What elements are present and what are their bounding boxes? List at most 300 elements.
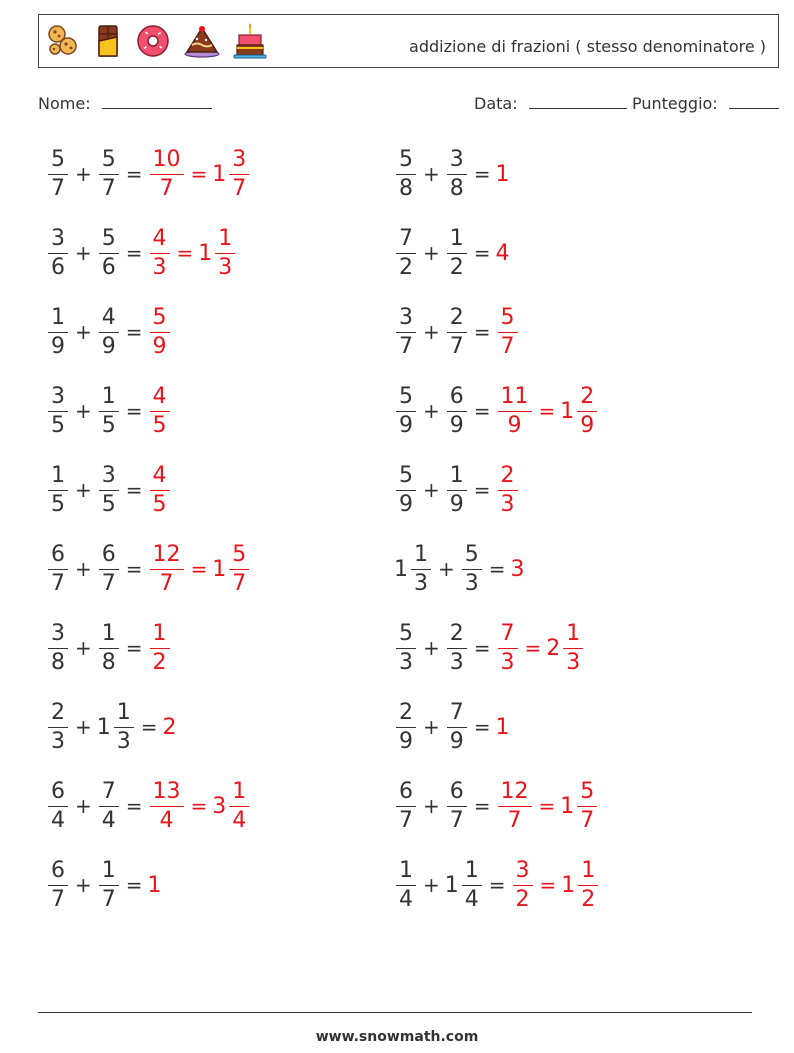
denominator: 7 <box>500 333 515 359</box>
denominator: 9 <box>101 333 116 359</box>
problem-row <box>394 379 599 443</box>
numerator: 5 <box>396 149 416 175</box>
problem-row <box>46 300 172 364</box>
problem-row <box>394 221 511 285</box>
problem-row <box>46 853 163 917</box>
fraction-term <box>394 778 418 833</box>
denominator: 3 <box>399 649 413 675</box>
fraction <box>447 620 467 675</box>
fraction <box>396 304 416 359</box>
equals-sign: = <box>125 478 143 502</box>
name-label: Nome: <box>38 94 91 113</box>
integer-value: 2 <box>162 714 177 740</box>
answer-term <box>496 383 534 438</box>
fraction <box>99 462 119 517</box>
fraction <box>150 620 170 675</box>
numerator: 6 <box>447 386 467 412</box>
plus-sign: + <box>423 794 440 818</box>
fraction <box>48 225 68 280</box>
fraction <box>229 541 249 596</box>
fraction <box>150 778 184 833</box>
fraction <box>447 304 467 359</box>
cookies-icon <box>45 23 81 59</box>
denominator: 3 <box>500 491 515 517</box>
footer-url: www.snowmath.com <box>315 1029 479 1045</box>
whole-number: 2 <box>546 635 561 661</box>
denominator: 7 <box>580 807 595 833</box>
numerator: 5 <box>150 307 170 333</box>
answer-term <box>496 620 520 675</box>
problem-row <box>394 616 585 680</box>
problem-row <box>394 458 520 522</box>
numerator: 1 <box>447 228 467 254</box>
answer-term <box>212 541 251 596</box>
fraction-term <box>460 541 484 596</box>
answer-term <box>148 462 172 517</box>
numerator: 3 <box>99 465 119 491</box>
denominator: 7 <box>449 333 464 359</box>
fraction <box>498 383 532 438</box>
score-field <box>632 94 779 113</box>
problem-row <box>394 300 520 364</box>
fraction-term <box>445 620 469 675</box>
answer-term <box>496 462 520 517</box>
problem-row <box>46 379 172 443</box>
plus-sign: + <box>75 557 92 581</box>
fraction-term <box>46 304 70 359</box>
fraction-term <box>394 225 418 280</box>
denominator: 7 <box>399 333 413 359</box>
numerator: 2 <box>447 307 467 333</box>
fraction <box>411 541 431 596</box>
fraction <box>48 462 68 517</box>
fraction <box>462 541 482 596</box>
denominator: 7 <box>51 886 65 912</box>
fraction <box>150 383 170 438</box>
fraction-term <box>394 304 418 359</box>
fraction <box>396 146 416 201</box>
whole-number: 1 <box>212 161 227 187</box>
plus-sign: + <box>75 715 92 739</box>
plus-sign: + <box>75 873 92 897</box>
equals-sign: = <box>125 636 143 660</box>
fraction-term <box>97 778 121 833</box>
denominator: 7 <box>232 175 247 201</box>
fraction-term <box>394 383 418 438</box>
answer-term <box>496 778 534 833</box>
denominator: 3 <box>464 570 479 596</box>
fraction-term <box>46 383 70 438</box>
numerator: 1 <box>229 781 249 807</box>
integer-value: 1 <box>147 872 162 898</box>
denominator: 7 <box>101 570 116 596</box>
numerator: 1 <box>99 860 119 886</box>
numerator: 3 <box>447 149 467 175</box>
denominator: 7 <box>232 570 247 596</box>
fraction-term <box>445 304 469 359</box>
numerator: 4 <box>150 228 170 254</box>
denominator: 4 <box>101 807 116 833</box>
numerator: 1 <box>114 702 134 728</box>
answer-term <box>212 146 251 201</box>
denominator: 4 <box>51 807 65 833</box>
fraction-term <box>445 462 469 517</box>
answer-term <box>561 857 600 912</box>
integer-value: 1 <box>495 161 510 187</box>
fraction <box>396 778 416 833</box>
numerator: 3 <box>48 386 68 412</box>
equals-sign: = <box>190 162 208 186</box>
plus-sign: + <box>75 162 92 186</box>
fraction-term <box>46 225 70 280</box>
denominator: 4 <box>464 886 479 912</box>
plus-sign: + <box>75 478 92 502</box>
fraction-term <box>46 699 70 754</box>
plus-sign: + <box>75 320 92 344</box>
numerator: 6 <box>48 860 68 886</box>
fraction <box>578 857 598 912</box>
denominator: 9 <box>580 412 595 438</box>
numerator: 13 <box>150 781 184 807</box>
fraction-term <box>96 699 136 754</box>
plus-sign: + <box>75 241 92 265</box>
denominator: 7 <box>101 886 116 912</box>
denominator: 8 <box>449 175 464 201</box>
plus-sign: + <box>423 478 440 502</box>
fraction <box>396 620 416 675</box>
date-blank[interactable] <box>529 94 627 109</box>
equals-sign: = <box>125 557 143 581</box>
numerator: 5 <box>229 544 249 570</box>
numerator: 1 <box>447 465 467 491</box>
equals-sign: = <box>473 162 491 186</box>
fraction <box>498 778 532 833</box>
fraction <box>99 620 119 675</box>
whole-number: 1 <box>560 398 575 424</box>
fraction-term <box>445 225 469 280</box>
equals-sign: = <box>473 715 491 739</box>
denominator: 8 <box>101 649 116 675</box>
numerator: 6 <box>99 544 119 570</box>
numerator: 3 <box>48 623 68 649</box>
fraction <box>150 304 170 359</box>
problem-row <box>394 537 526 601</box>
fraction <box>577 778 597 833</box>
numerator: 5 <box>498 307 518 333</box>
fraction <box>447 462 467 517</box>
plus-sign: + <box>438 557 455 581</box>
answer-term <box>496 241 511 266</box>
fraction-term <box>394 699 418 754</box>
numerator: 5 <box>462 544 482 570</box>
problem-row <box>46 774 251 838</box>
fraction <box>99 857 119 912</box>
equals-sign: = <box>125 873 143 897</box>
answer-term <box>148 146 186 201</box>
fraction <box>577 383 597 438</box>
worksheet-title: addizione di frazioni ( stesso denominatore ) <box>409 37 766 56</box>
cake-slice-icon <box>183 23 221 59</box>
donut-icon <box>135 23 171 59</box>
answer-term <box>496 715 511 740</box>
plus-sign: + <box>75 399 92 423</box>
equals-sign: = <box>473 794 491 818</box>
whole-number: 3 <box>212 793 227 819</box>
denominator: 7 <box>449 807 464 833</box>
denominator: 5 <box>51 412 65 438</box>
numerator: 5 <box>577 781 597 807</box>
denominator: 2 <box>515 886 530 912</box>
numerator: 4 <box>150 465 170 491</box>
plus-sign: + <box>423 241 440 265</box>
denominator: 7 <box>159 570 174 596</box>
denominator: 5 <box>101 412 116 438</box>
fraction <box>229 146 249 201</box>
answer-term <box>148 873 163 898</box>
denominator: 4 <box>399 886 413 912</box>
fraction-term <box>394 857 418 912</box>
denominator: 3 <box>500 649 515 675</box>
equals-sign: = <box>125 320 143 344</box>
fraction <box>447 383 467 438</box>
denominator: 9 <box>449 728 464 754</box>
denominator: 8 <box>51 649 65 675</box>
denominator: 6 <box>51 254 65 280</box>
chocolate-bar-icon <box>93 23 123 59</box>
whole-number: 1 <box>561 872 576 898</box>
denominator: 7 <box>51 175 65 201</box>
fraction-term <box>97 857 121 912</box>
fraction <box>498 462 518 517</box>
numerator: 6 <box>447 781 467 807</box>
fraction <box>563 620 583 675</box>
numerator: 1 <box>99 623 119 649</box>
numerator: 6 <box>48 781 68 807</box>
denominator: 5 <box>152 412 167 438</box>
fraction <box>48 699 68 754</box>
fraction <box>447 146 467 201</box>
fraction-term <box>394 541 433 596</box>
date-field <box>474 94 627 113</box>
equals-sign: = <box>125 162 143 186</box>
numerator: 7 <box>99 781 119 807</box>
date-label: Data: <box>474 94 518 113</box>
fraction <box>48 857 68 912</box>
whole-number: 1 <box>198 240 213 266</box>
equals-sign: = <box>473 241 491 265</box>
numerator: 6 <box>396 781 416 807</box>
numerator: 7 <box>396 228 416 254</box>
fraction <box>396 699 416 754</box>
numerator: 5 <box>396 465 416 491</box>
fraction <box>498 304 518 359</box>
plus-sign: + <box>75 794 92 818</box>
fraction-term <box>46 620 70 675</box>
answer-term <box>212 778 251 833</box>
numerator: 5 <box>99 228 119 254</box>
answer-term <box>148 225 172 280</box>
numerator: 3 <box>396 307 416 333</box>
answer-term <box>511 857 535 912</box>
denominator: 9 <box>449 412 464 438</box>
equals-sign: = <box>538 794 556 818</box>
problem-row <box>46 616 172 680</box>
numerator: 12 <box>150 544 184 570</box>
numerator: 1 <box>215 228 235 254</box>
plus-sign: + <box>75 636 92 660</box>
numerator: 3 <box>48 228 68 254</box>
numerator: 2 <box>577 386 597 412</box>
problem-row <box>394 853 600 917</box>
numerator: 1 <box>48 307 68 333</box>
equals-sign: = <box>125 399 143 423</box>
name-blank[interactable] <box>102 94 212 109</box>
denominator: 2 <box>581 886 596 912</box>
equals-sign: = <box>473 478 491 502</box>
answer-term <box>560 383 599 438</box>
whole-number: 1 <box>444 872 459 898</box>
fraction <box>150 541 184 596</box>
numerator: 1 <box>99 386 119 412</box>
fraction-term <box>97 462 121 517</box>
problem-row <box>46 537 251 601</box>
plus-sign: + <box>423 636 440 660</box>
score-label: Punteggio: <box>632 94 718 113</box>
fraction-term <box>394 620 418 675</box>
denominator: 3 <box>152 254 167 280</box>
fraction <box>229 778 249 833</box>
numerator: 6 <box>48 544 68 570</box>
problem-row <box>46 458 172 522</box>
numerator: 1 <box>396 860 416 886</box>
denominator: 9 <box>399 728 413 754</box>
numerator: 5 <box>48 149 68 175</box>
denominator: 3 <box>414 570 428 596</box>
fraction <box>99 541 119 596</box>
fraction-term <box>445 383 469 438</box>
answer-term <box>198 225 237 280</box>
problem-row <box>394 142 511 206</box>
fraction-term <box>445 699 469 754</box>
answer-term <box>148 778 186 833</box>
denominator: 3 <box>116 728 131 754</box>
numerator: 4 <box>99 307 119 333</box>
fraction <box>48 541 68 596</box>
numerator: 2 <box>447 623 467 649</box>
fraction <box>99 304 119 359</box>
denominator: 3 <box>51 728 65 754</box>
numerator: 1 <box>150 623 170 649</box>
fraction <box>48 383 68 438</box>
numerator: 1 <box>462 860 482 886</box>
fraction-term <box>46 462 70 517</box>
fraction <box>48 304 68 359</box>
problem-row <box>394 774 599 838</box>
equals-sign: = <box>473 636 491 660</box>
denominator: 9 <box>51 333 65 359</box>
numerator: 1 <box>578 860 598 886</box>
answer-term <box>511 557 526 582</box>
fraction <box>150 225 170 280</box>
numerator: 2 <box>498 465 518 491</box>
fraction <box>99 146 119 201</box>
denominator: 3 <box>218 254 233 280</box>
numerator: 2 <box>396 702 416 728</box>
fraction <box>114 699 134 754</box>
answer-term <box>148 541 186 596</box>
numerator: 2 <box>48 702 68 728</box>
denominator: 6 <box>101 254 116 280</box>
denominator: 2 <box>152 649 167 675</box>
numerator: 4 <box>150 386 170 412</box>
fraction-term <box>46 541 70 596</box>
equals-sign: = <box>538 399 556 423</box>
answer-term <box>560 778 599 833</box>
denominator: 5 <box>152 491 167 517</box>
denominator: 8 <box>399 175 413 201</box>
equals-sign: = <box>524 636 542 660</box>
fraction <box>99 383 119 438</box>
fraction <box>99 778 119 833</box>
fraction <box>396 462 416 517</box>
denominator: 9 <box>399 491 413 517</box>
fraction <box>396 383 416 438</box>
whole-number: 1 <box>96 714 111 740</box>
fraction <box>48 620 68 675</box>
answer-term <box>496 162 511 187</box>
numerator: 3 <box>229 149 249 175</box>
equals-sign: = <box>125 794 143 818</box>
numerator: 1 <box>411 544 431 570</box>
denominator: 3 <box>566 649 581 675</box>
fraction <box>447 225 467 280</box>
fraction <box>215 225 235 280</box>
equals-sign: = <box>473 320 491 344</box>
footer-divider <box>38 1012 752 1013</box>
answer-term <box>148 304 172 359</box>
fraction-term <box>445 778 469 833</box>
denominator: 7 <box>507 807 522 833</box>
denominator: 9 <box>449 491 464 517</box>
equals-sign: = <box>488 873 506 897</box>
denominator: 2 <box>399 254 413 280</box>
fraction-term <box>97 304 121 359</box>
problem-row <box>46 695 178 759</box>
fraction-term <box>445 146 469 201</box>
plus-sign: + <box>423 320 440 344</box>
fraction <box>396 225 416 280</box>
integer-value: 4 <box>495 240 510 266</box>
score-blank[interactable] <box>729 94 779 109</box>
denominator: 7 <box>51 570 65 596</box>
numerator: 5 <box>396 623 416 649</box>
equals-sign: = <box>488 557 506 581</box>
fraction-term <box>46 778 70 833</box>
equals-sign: = <box>190 794 208 818</box>
fraction-term <box>97 225 121 280</box>
equals-sign: = <box>140 715 158 739</box>
answer-term <box>496 304 520 359</box>
numerator: 5 <box>99 149 119 175</box>
equals-sign: = <box>176 241 194 265</box>
whole-number: 1 <box>560 793 575 819</box>
denominator: 9 <box>507 412 522 438</box>
problem-row <box>46 221 237 285</box>
denominator: 7 <box>399 807 413 833</box>
plus-sign: + <box>423 399 440 423</box>
fraction <box>462 857 482 912</box>
equals-sign: = <box>125 241 143 265</box>
